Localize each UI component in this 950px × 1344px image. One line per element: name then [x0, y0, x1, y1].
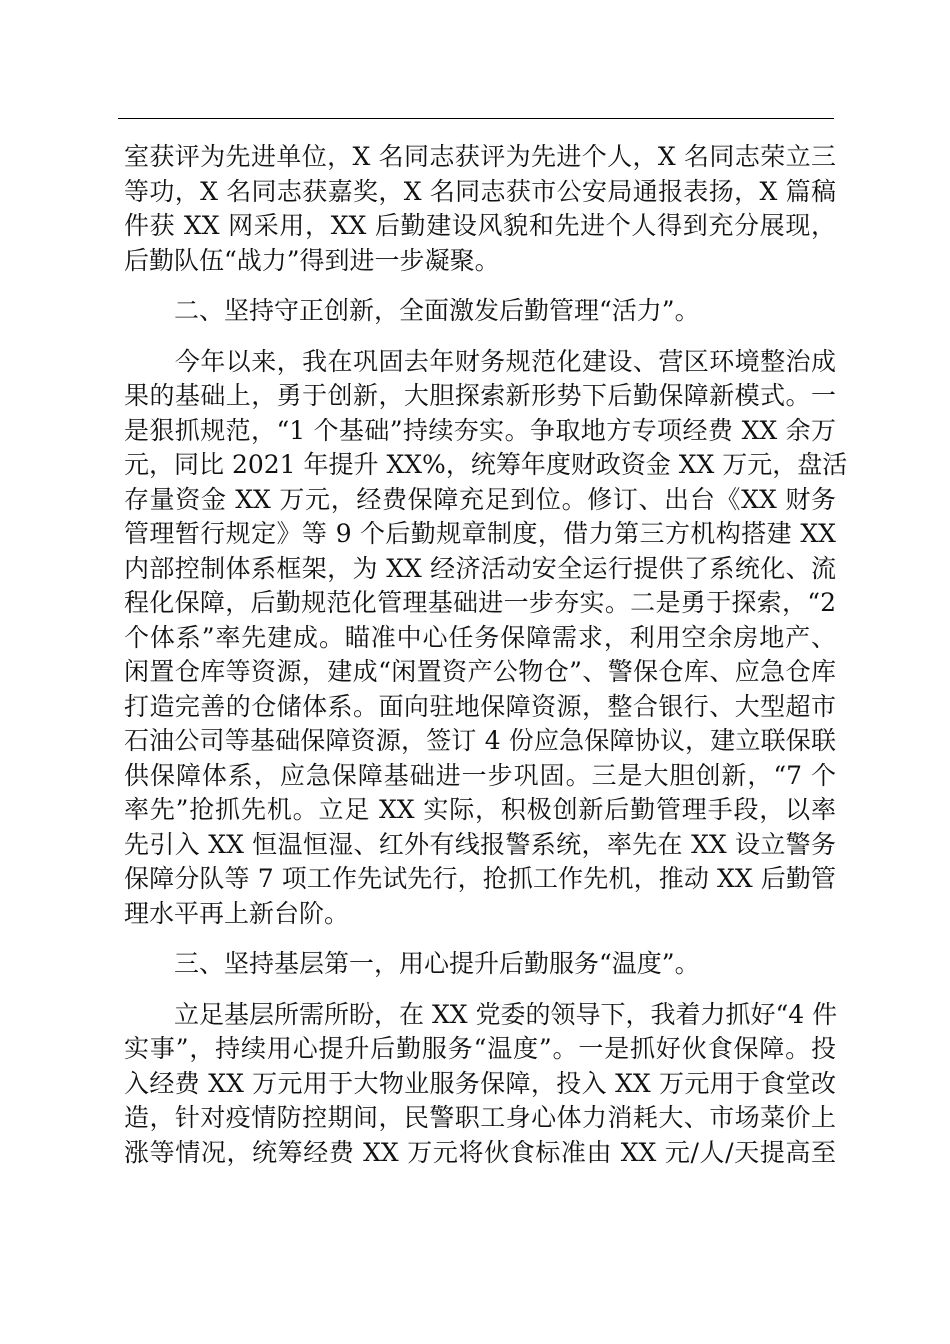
text-line: 元，同比 2021 年提升 XX%，统筹年度财政资金 XX 万元，盘活: [124, 450, 848, 479]
text-line: 果的基础上，勇于创新，大胆探索新形势下后勤保障新模式。一: [124, 381, 836, 410]
text-line: 率先”抢抓先机。立足 XX 实际，积极创新后勤管理手段，以率: [124, 795, 836, 824]
header-rule: [118, 118, 834, 119]
text-line: 造，针对疫情防控期间，民警职工身心体力消耗大、市场菜价上: [124, 1103, 836, 1132]
text-line: 室获评为先进单位，X 名同志获评为先进个人，X 名同志荣立三: [124, 142, 836, 171]
section-heading: 三、坚持基层第一，用心提升后勤服务“温度”。: [124, 949, 700, 978]
text-line: 入经费 XX 万元用于大物业服务保障，投入 XX 万元用于食堂改: [124, 1068, 836, 1098]
text-line: 存量资金 XX 万元，经费保障充足到位。修订、出台《XX 财务: [124, 484, 836, 514]
text-line: 先引入 XX 恒温恒湿、红外有线报警系统，率先在 XX 设立警务: [124, 829, 836, 859]
text-line: 内部控制体系框架，为 XX 经济活动安全运行提供了系统化、流: [124, 553, 836, 583]
text-line: 保障分队等 7 项工作先试先行，抢抓工作先机，推动 XX 后勤管: [124, 864, 836, 893]
text-line: 今年以来，我在巩固去年财务规范化建设、营区环境整治成: [124, 346, 836, 376]
text-line: 等功，X 名同志获嘉奖，X 名同志获市公安局通报表扬，X 篇稿: [124, 176, 836, 206]
text-line: 石油公司等基础保障资源，签订 4 份应急保障协议，建立联保联: [124, 726, 836, 755]
text-line: 实事”，持续用心提升后勤服务“温度”。一是抓好伙食保障。投: [124, 1034, 836, 1063]
text-line: 个体系”率先建成。瞄准中心任务保障需求，利用空余房地产、: [124, 622, 836, 652]
text-line: 后勤队伍“战力”得到进一步凝聚。: [124, 245, 500, 275]
text-line: 是狠抓规范，“1 个基础”持续夯实。争取地方专项经费 XX 余万: [124, 415, 836, 445]
document-body: [124, 140, 848, 1170]
text-line: 立足基层所需所盼，在 XX 党委的领导下，我着力抓好“4 件: [124, 999, 838, 1029]
text-line: 理水平再上新台阶。: [124, 898, 350, 928]
text-line: 涨等情况，统筹经费 XX 万元将伙食标准由 XX 元/人/天提高至: [124, 1137, 836, 1167]
text-line: 程化保障，后勤规范化管理基础进一步夯实。二是勇于探索，“2: [124, 588, 836, 617]
text-line: 件获 XX 网采用，XX 后勤建设风貌和先进个人得到充分展现，: [124, 211, 836, 240]
text-line: 供保障体系，应急保障基础进一步巩固。三是大胆创新，“7 个: [124, 760, 836, 790]
section-heading: 二、坚持守正创新，全面激发后勤管理“活力”。: [124, 296, 700, 325]
text-line: 闲置仓库等资源，建成“闲置资产公物仓”、警保仓库、应急仓库: [124, 657, 836, 686]
text-line: 打造完善的仓储体系。面向驻地保障资源，整合银行、大型超市: [124, 691, 836, 721]
text-line: 管理暂行规定》等 9 个后勤规章制度，借力第三方机构搭建 XX: [124, 519, 836, 548]
